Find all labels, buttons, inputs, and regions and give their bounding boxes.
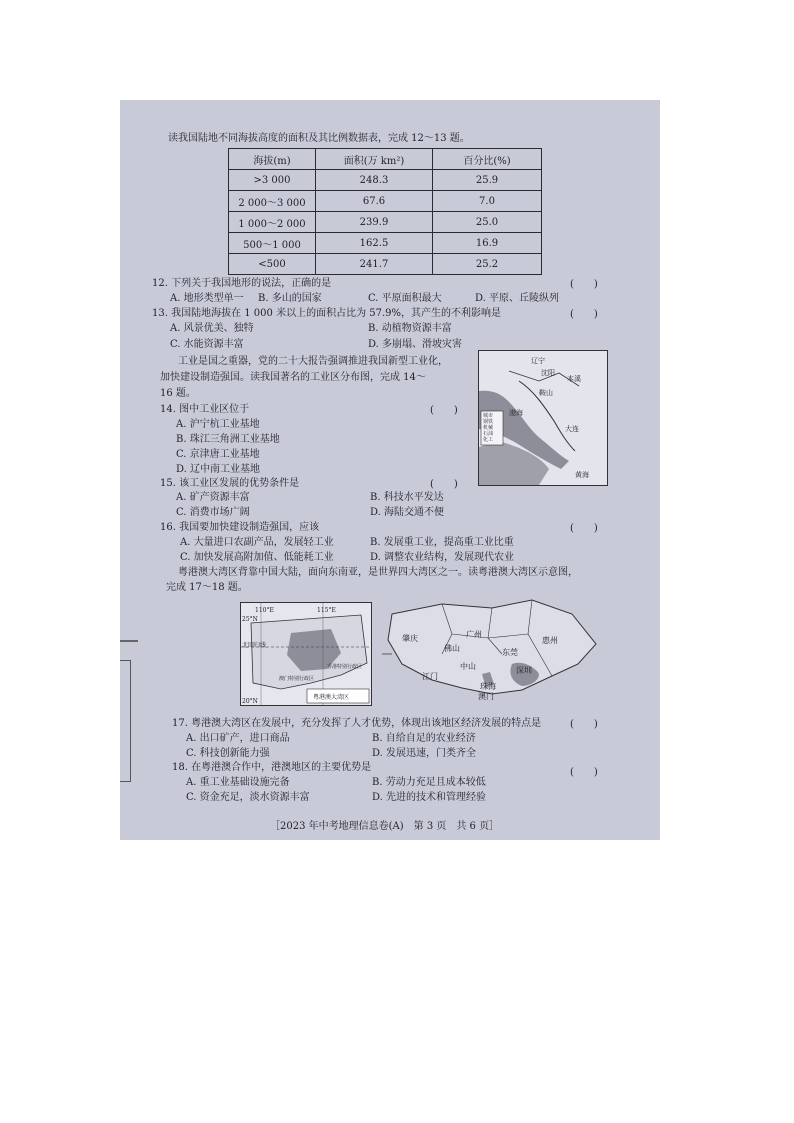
q13-option-c: C. 水能资源丰富 — [170, 339, 244, 350]
q14-option-a: A. 沪宁杭工业基地 — [176, 419, 260, 430]
q16-option-a: A. 大量进口农副产品，发展轻工业 — [180, 537, 334, 548]
map1-legend-2: 钢铁 — [483, 419, 494, 425]
answer-paren-18: ( ) — [570, 767, 598, 778]
table-cell: 241.7 — [316, 254, 433, 275]
q12-option-d: D. 平原、丘陵纵列 — [475, 293, 560, 304]
answer-paren-16: ( ) — [570, 523, 598, 534]
q14-option-d: D. 辽中南工业基地 — [176, 464, 261, 475]
q16-option-c: C. 加快发展高附加值、低能耗工业 — [180, 552, 334, 563]
table-cell: 1 000～2 000 — [229, 212, 316, 233]
binding-mark — [120, 640, 138, 642]
table-header: 百分比(%) — [433, 149, 542, 170]
page-footer: ［2023 年中考地理信息卷(A) 第 3 页 共 6 页］ — [270, 821, 500, 832]
q16-option-b: B. 发展重工业，提高重工业比重 — [370, 537, 514, 548]
gba-location-graphic — [241, 603, 371, 705]
table-header: 海拔(m) — [229, 149, 316, 170]
gba-location-map — [240, 602, 372, 706]
q13-option-d: D. 多崩塌、滑坡灾害 — [368, 339, 463, 350]
altitude-table — [228, 148, 542, 275]
table-header: 面积(万 km²) — [316, 149, 433, 170]
table-cell: 25.2 — [433, 254, 542, 275]
intro-17-18-line2: 完成 17～18 题。 — [166, 582, 248, 593]
map3-label-macau: 澳门 — [478, 692, 494, 701]
q14-option-c: C. 京津唐工业基地 — [176, 449, 260, 460]
question-17-stem: 17. 粤港澳大湾区在发展中，充分发挥了人才优势，体现出该地区经济发展的特点是 — [172, 718, 542, 729]
q12-option-b: B. 多山的国家 — [258, 293, 322, 304]
table-header-row — [229, 149, 542, 170]
q15-option-b: B. 科技水平发达 — [370, 492, 444, 503]
map1-legend-1: 城市 — [483, 413, 494, 419]
map1-legend-3: 机械 — [483, 425, 494, 431]
q12-option-a: A. 地形类型单一 — [170, 293, 244, 304]
map3-label-shenzhen: 深圳 — [516, 666, 532, 675]
map1-label-dalian: 大连 — [565, 425, 579, 433]
table-cell: 67.6 — [316, 191, 433, 212]
table-row — [229, 212, 542, 233]
answer-paren-12: ( ) — [570, 279, 598, 290]
intro-17-18-line1: 粤港澳大湾区背靠中国大陆，面向东南亚，是世界四大湾区之一。读粤港澳大湾区示意图， — [178, 567, 578, 578]
question-14-stem: 14. 图中工业区位于 — [160, 404, 250, 415]
q18-option-d: D. 先进的技术和管理经验 — [372, 792, 487, 803]
q14-option-b: B. 珠江三角洲工业基地 — [176, 434, 280, 445]
q17-option-b: B. 自给自足的农业经济 — [372, 733, 476, 744]
binding-edge — [120, 660, 131, 782]
answer-paren-14: ( ) — [430, 405, 458, 416]
table-cell: 7.0 — [433, 191, 542, 212]
table-cell: >3 000 — [229, 170, 316, 191]
q13-option-a: A. 风景优美、独特 — [170, 323, 254, 334]
intro-14-16-line1: 工业是国之重器，党的二十大报告强调推进我国新型工业化， — [178, 356, 448, 367]
q13-option-b: B. 动植物资源丰富 — [368, 323, 452, 334]
map1-label-benxi: 本溪 — [567, 375, 581, 383]
q17-option-c: C. 科技创新能力强 — [186, 748, 270, 759]
map1-label-huanghai: 黄海 — [575, 471, 589, 479]
map2-label-gba: 粤港澳大湾区 — [313, 694, 350, 701]
q15-option-a: A. 矿产资源丰富 — [176, 492, 250, 503]
map2-label-hongkong: 香港特别行政区 — [327, 664, 363, 670]
q16-option-d: D. 调整农业结构，发展现代农业 — [370, 552, 515, 563]
map3-label-dongguan: 东莞 — [502, 648, 518, 657]
table-cell: 500～1 000 — [229, 233, 316, 254]
gba-detail-map — [382, 594, 602, 704]
map1-legend-4: 石油 — [483, 431, 494, 437]
map1-label-anshan: 鞍山 — [539, 389, 553, 397]
question-18-stem: 18. 在粤港澳合作中，港澳地区的主要优势是 — [172, 762, 372, 773]
map2-label-115e: 115°E — [317, 607, 336, 614]
map2-label-25n: 25°N — [242, 616, 258, 623]
table-cell: 25.9 — [433, 170, 542, 191]
q17-option-a: A. 出口矿产，进口商品 — [186, 733, 290, 744]
table-cell: 248.3 — [316, 170, 433, 191]
answer-paren-13: ( ) — [570, 309, 598, 320]
map3-label-foshan: 佛山 — [444, 644, 460, 653]
map3-label-jiangmen: 江门 — [422, 672, 438, 681]
question-13-stem: 13. 我国陆地海拔在 1 000 米以上的面积占比为 57.9%，其产生的不利影响是 — [152, 308, 502, 319]
q15-option-d: D. 海陆交通不便 — [370, 507, 445, 518]
map1-legend-5: 化工 — [483, 437, 494, 443]
table-row — [229, 170, 542, 191]
map3-label-huizhou: 惠州 — [542, 636, 558, 645]
q12-option-c: C. 平原面积最大 — [368, 293, 442, 304]
table-cell: 25.0 — [433, 212, 542, 233]
map3-label-zhongshan: 中山 — [460, 662, 476, 671]
q17-option-d: D. 发展迅速，门类齐全 — [372, 748, 477, 759]
table-cell: <500 — [229, 254, 316, 275]
question-12-stem: 12. 下列关于我国地形的说法，正确的是 — [152, 278, 332, 289]
map2-label-tropic: 北回归线 — [242, 642, 267, 649]
intro-14-16-line2: 加快建设制造强国。读我国著名的工业区分布图，完成 14～ — [160, 372, 426, 383]
q18-option-b: B. 劳动力充足且成本较低 — [372, 777, 486, 788]
table-intro: 读我国陆地不同海拔高度的面积及其比例数据表，完成 12～13 题。 — [168, 133, 470, 144]
map3-label-zhuhai: 珠海 — [480, 682, 496, 691]
table-cell: 239.9 — [316, 212, 433, 233]
q18-option-a: A. 重工业基础设施完备 — [186, 777, 290, 788]
answer-paren-15: ( ) — [430, 479, 458, 490]
exam-page — [120, 100, 660, 840]
intro-14-16-line3: 16 题。 — [160, 388, 196, 399]
map3-label-guangzhou: 广州 — [466, 630, 482, 639]
map2-label-macau-sar: 澳门特别行政区 — [279, 676, 315, 682]
map1-label-liaoning: 辽宁 — [531, 357, 545, 365]
question-15-stem: 15. 该工业区发展的优势条件是 — [160, 478, 300, 489]
map3-label-zhaoqing: 肇庆 — [402, 634, 418, 643]
table-row — [229, 254, 542, 275]
map1-label-shenyang: 沈阳 — [541, 369, 555, 377]
table-cell: 162.5 — [316, 233, 433, 254]
map1-label-bohai: 渤海 — [509, 409, 523, 417]
table-cell: 16.9 — [433, 233, 542, 254]
question-16-stem: 16. 我国要加快建设制造强国，应该 — [160, 522, 320, 533]
map2-label-20n: 20°N — [242, 698, 258, 705]
answer-paren-17: ( ) — [570, 719, 598, 730]
table-cell: 2 000～3 000 — [229, 191, 316, 212]
q18-option-c: C. 资金充足，淡水资源丰富 — [186, 792, 310, 803]
table-row — [229, 233, 542, 254]
q15-option-c: C. 消费市场广阔 — [176, 507, 250, 518]
industrial-area-map — [478, 350, 608, 486]
map2-label-110e: 110°E — [255, 607, 274, 614]
table-row — [229, 191, 542, 212]
